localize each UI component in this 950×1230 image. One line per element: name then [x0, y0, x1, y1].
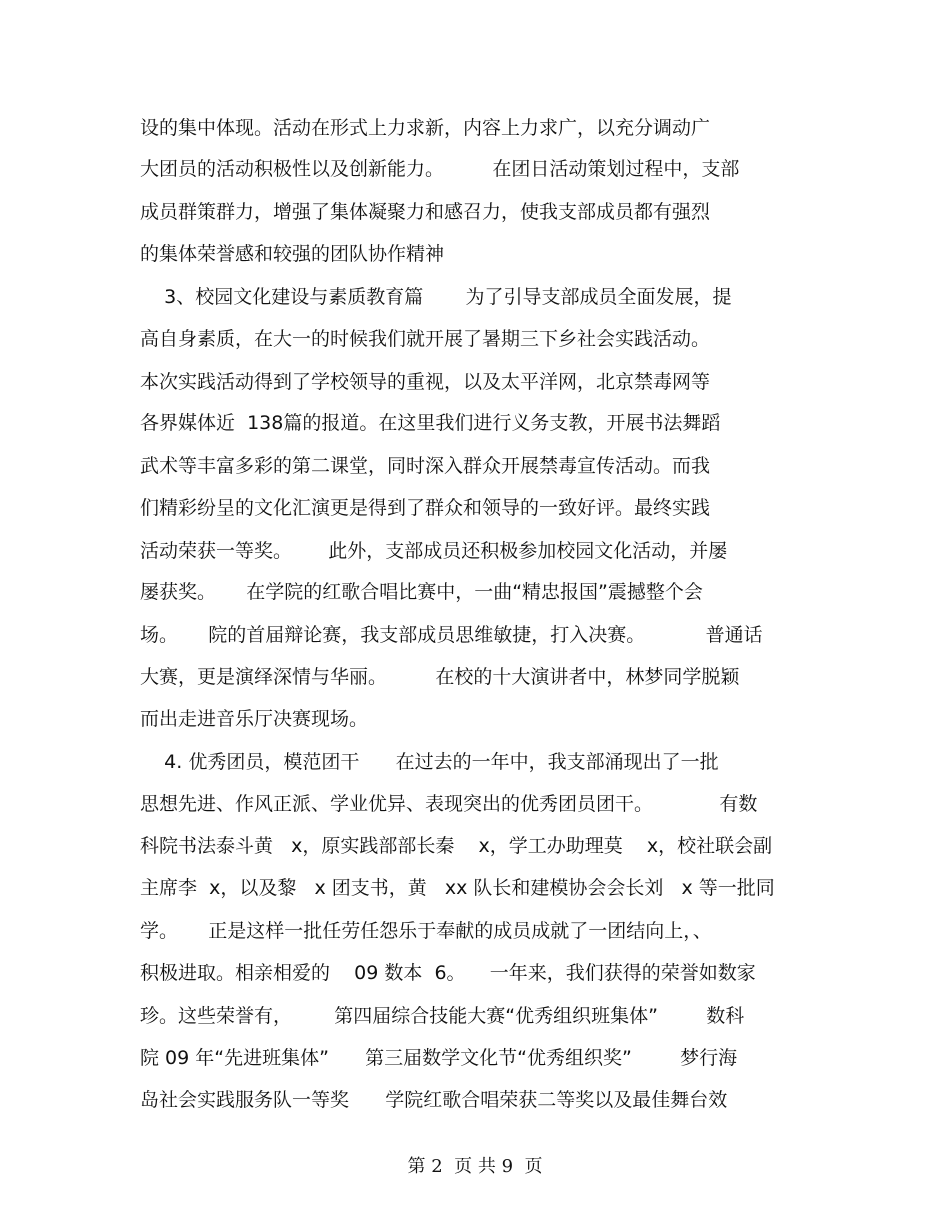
text-line: 大团员的活动积极性以及创新能力。 在团日活动策划过程中，支部 [140, 158, 740, 180]
text-line: 珍。这些荣誉有， 第四届综合技能大赛“优秀组织班集体” 数科 [140, 1005, 745, 1027]
text-line: 岛社会实践服务队一等奖 学院红歌合唱荣获二等奖以及最佳舞台效 [140, 1089, 728, 1111]
text-line: 3、校园文化建设与素质教育篇 为了引导支部成员全面发展，提 [140, 286, 732, 308]
text-line: 场。 院的首届辩论赛，我支部成员思维敏捷，打入决赛。 普通话 [140, 624, 763, 646]
text-line: 大赛，更是演绎深情与华丽。 在校的十大演讲者中，林梦同学脱颖 [140, 666, 740, 688]
text-line: 院 09 年“先进班集体” 第三届数学文化节“优秀组织奖” 梦行海 [140, 1047, 738, 1069]
text-line: 积极进取。相亲相爱的 09 数本 6。 一年来，我们获得的荣誉如数家 [140, 962, 756, 984]
text-line: 4. 优秀团员，模范团干 在过去的一年中，我支部涌现出了一批 [140, 751, 719, 773]
text-line: 思想先进、作风正派、学业优异、表现突出的优秀团员团干。 有数 [140, 793, 758, 815]
text-line: 屡获奖。 在学院的红歌合唱比赛中，一曲“精忠报国”震撼整个会 [140, 581, 703, 603]
text-line: 主席李 x，以及黎 x 团支书，黄 xx 队长和建模协会会长刘 x 等一批同 [140, 877, 775, 899]
text-line: 成员群策群力，增强了集体凝聚力和感召力，使我支部成员都有强烈 [140, 201, 711, 223]
text-line: 各界媒体近 138篇的报道。在这里我们进行义务支教，开展书法舞蹈 [140, 412, 721, 434]
text-line: 们精彩纷呈的文化汇演更是得到了群众和领导的一致好评。最终实践 [140, 497, 711, 519]
text-line: 本次实践活动得到了学校领导的重视，以及太平洋网，北京禁毒网等 [140, 371, 711, 393]
page-number-footer: 第 2 页 共 9 页 [407, 1156, 543, 1177]
text-line: 的集体荣誉感和较强的团队协作精神 [140, 243, 445, 265]
text-line: 科院书法泰斗黄 x，原实践部部长秦 x，学工办助理莫 x，校社联会副 [140, 835, 773, 857]
text-line: 学。 正是这样一批任劳任怨乐于奉献的成员成就了一团结向上，、 [140, 920, 712, 942]
text-line: 而出走进音乐厅决赛现场。 [140, 708, 369, 730]
text-line: 高自身素质，在大一的时候我们就开展了暑期三下乡社会实践活动。 [140, 328, 711, 350]
text-line: 活动荣获一等奖。 此外，支部成员还积极参加校园文化活动，并屡 [140, 540, 728, 562]
text-line: 设的集中体现。活动在形式上力求新，内容上力求广，以充分调动广 [140, 117, 711, 139]
text-line: 武术等丰富多彩的第二课堂，同时深入群众开展禁毒宣传活动。而我 [140, 455, 711, 477]
